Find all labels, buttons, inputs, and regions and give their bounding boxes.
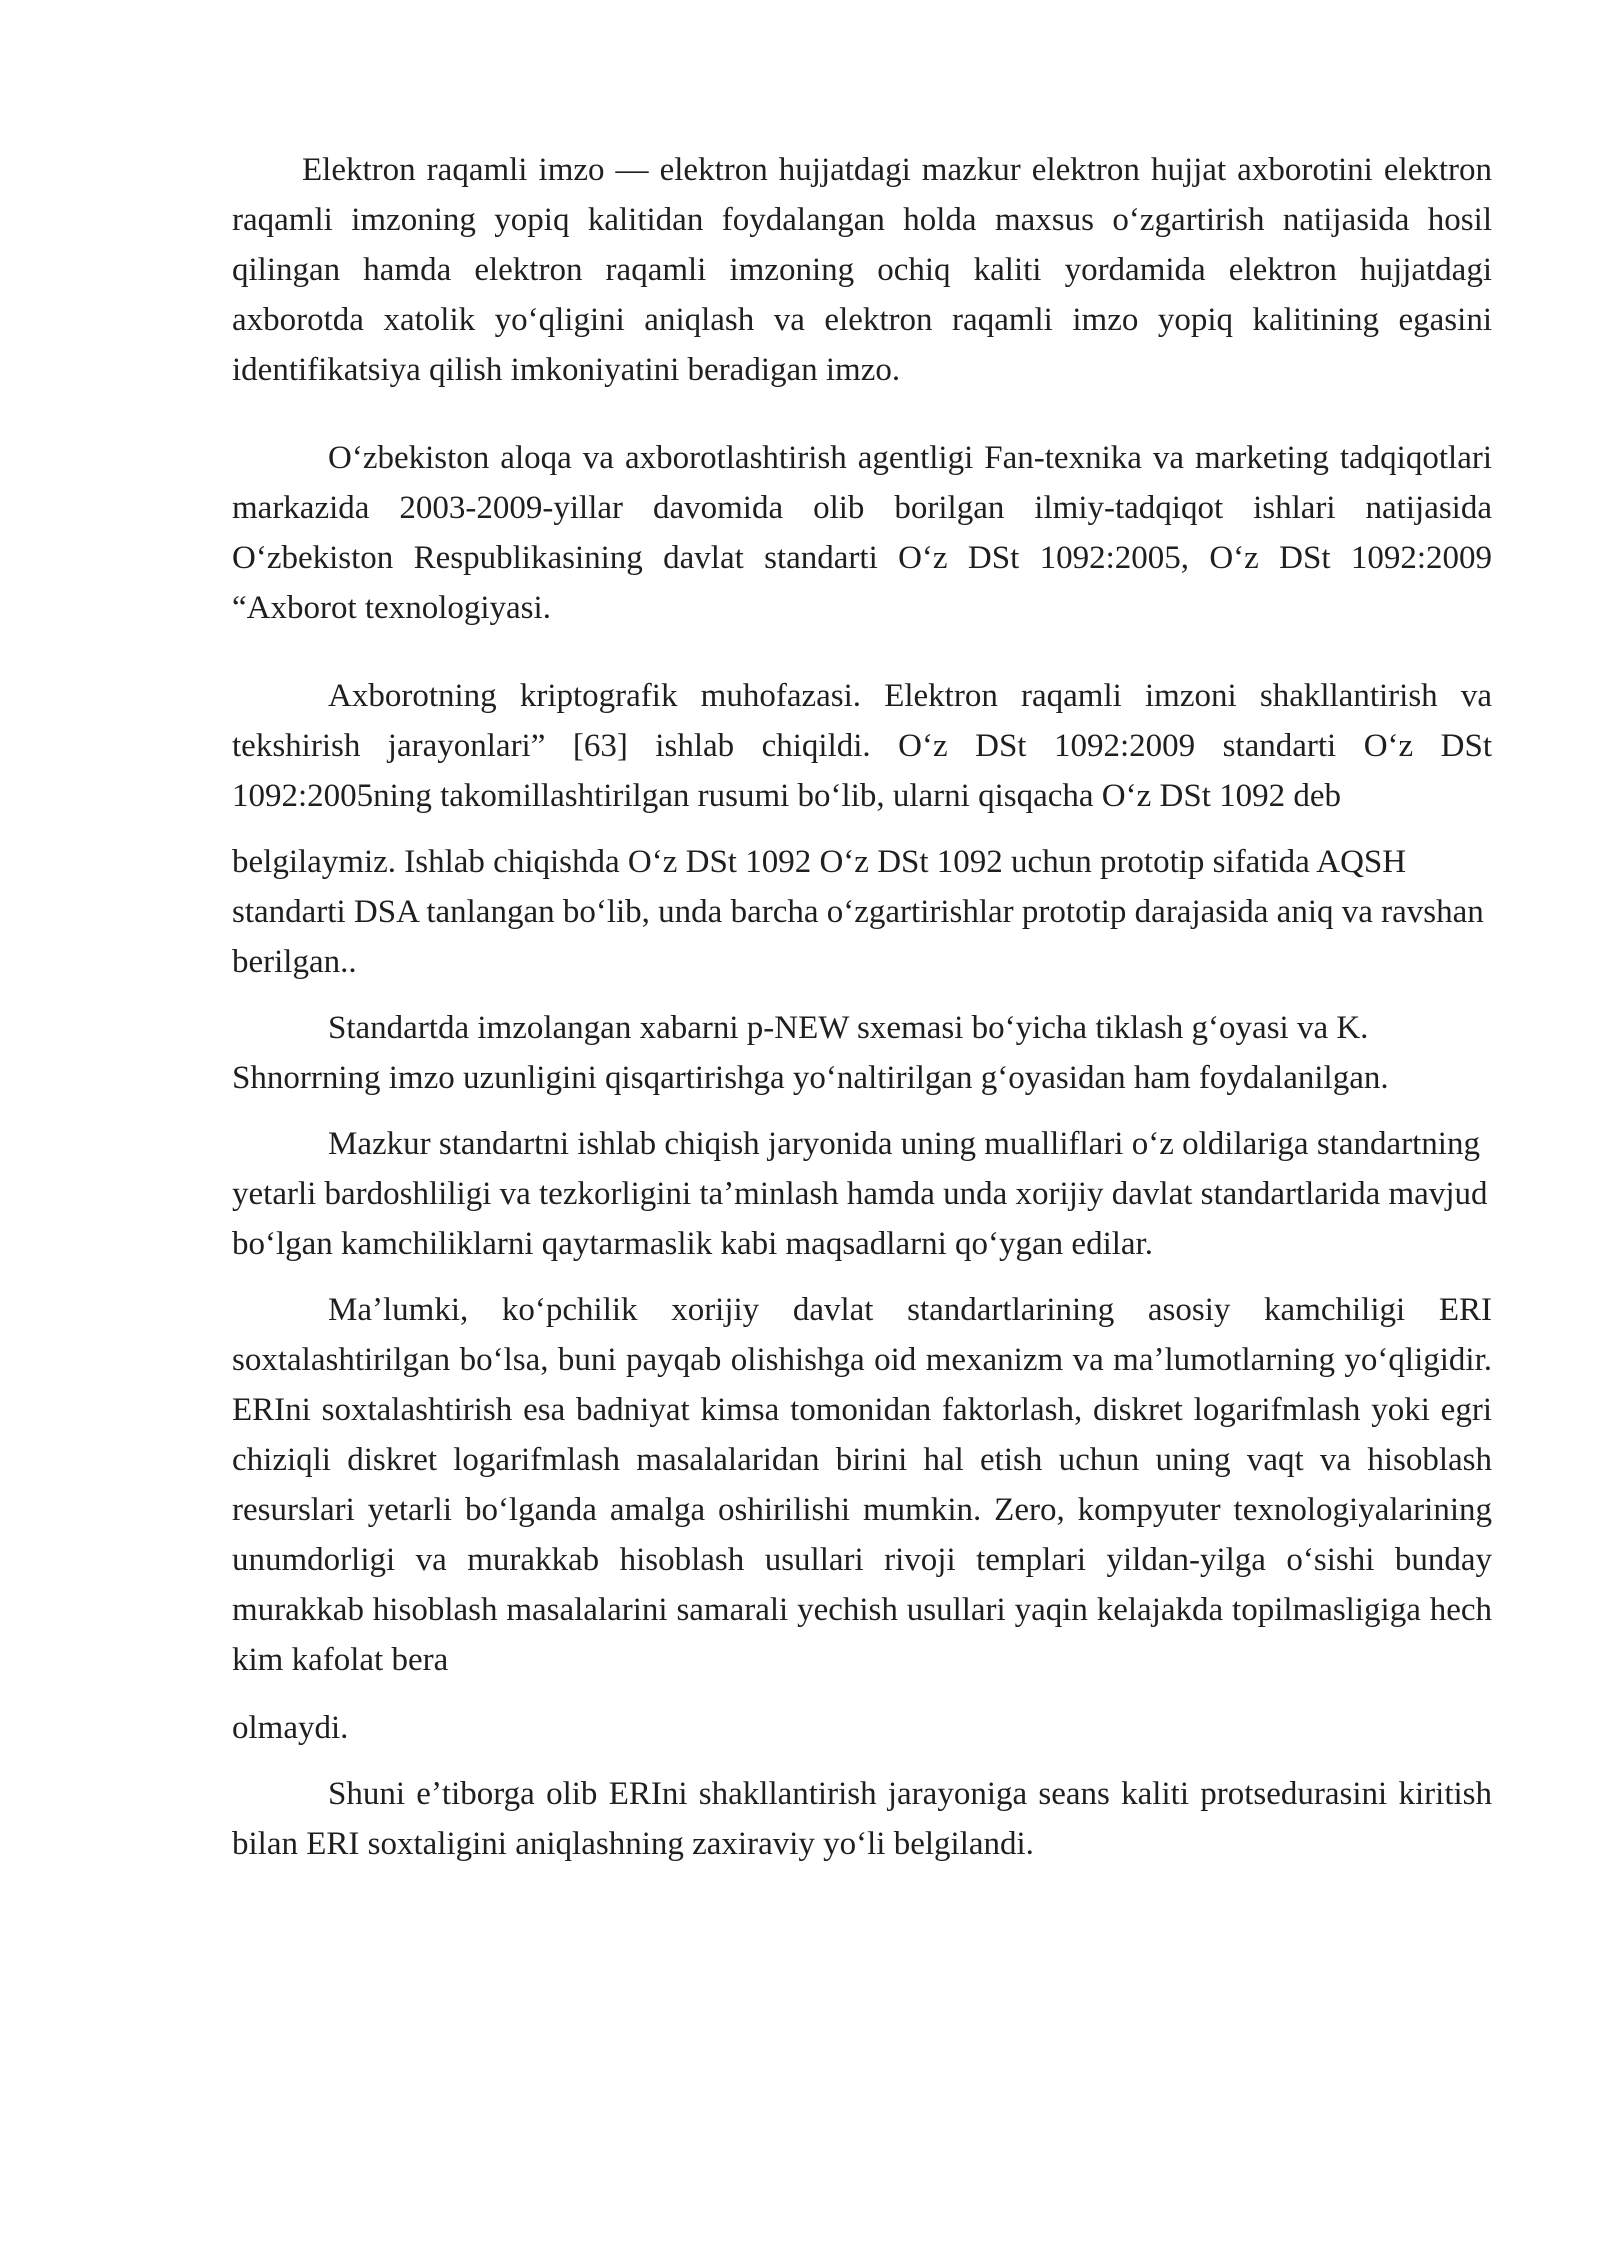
paragraph-authors-goals: Mazkur standartni ishlab chiqish jaryonida uning mualliflari oʻz oldilariga standartning yetarli bardoshliligi va tezkorligini taʼminlash hamda unda xorijiy davlat standartlarida mavjud boʻlgan kamchiliklarni qaytarmaslik kabi maqsadlarni qoʻygan edilar. <box>232 1126 1488 1262</box>
paragraph-cryptographic-protection: Axborotning kriptografik muhofazasi. Elektron raqamli imzoni shakllantirish va tekshirish jarayonlari” [63] ishlab chiqildi. Oʻz DSt 1092:2009 standarti Oʻz DSt 1092:2005ning takomillashtirilgan rusumi boʻlib, ularni qisqacha Oʻz DSt 1092 deb <box>232 678 1492 814</box>
paragraph-foreign-standards: Maʼlumki, koʻpchilik xorijiy davlat standartlarining asosiy kamchiligi ERI soxtalashtirilgan boʻlsa, buni payqab olishishga oid mexanizm va maʼlumotlarning yoʻqligidir. ERIni soxtalashtirish esa badniyat kimsa tomonidan faktorlash, diskret logarifmlash yoki egri chiziqli diskret logarifmlash masalalaridan birini hal etish uchun uning vaqt va hisoblash resurslari yetarli boʻlganda amalga oshirilishi mumkin. Zero, kompyuter texnologiyalarining unumdorligi va murakkab hisoblash usullari rivoji templari yildan-yilga oʻsishi bunday murakkab hisoblash masalalarini samarali yechish usullari yaqin kelajakda topilmasligiga hech kim kafolat bera <box>232 1292 1492 1678</box>
paragraph-prototype: belgilaymiz. Ishlab chiqishda Oʻz DSt 1092 Oʻz DSt 1092 uchun prototip sifatida AQSH standarti DSA tanlangan boʻlib, unda barcha oʻzgartirishlar prototip darajasida aniq va ravshan berilgan.. <box>232 844 1484 980</box>
paragraph-standard-development: Oʻzbekiston aloqa va axborotlashtirish agentligi Fan-texnika va marketing tadqiqotlari markazida 2003-2009-yillar davomida olib borilgan ilmiy-tadqiqot ishlari natijasida Oʻzbekiston Respublikasining davlat standarti Oʻz DSt 1092:2005, Oʻz DSt 1092:2009 “Axborot texnologiyasi. <box>232 440 1492 626</box>
paragraph-session-key: Shuni eʼtiborga olib ERIni shakllantirish jarayoniga seans kaliti protsedurasini kiritish bilan ERI soxtaligini aniqlashning zaxiraviy yoʻli belgilandi. <box>232 1776 1492 1862</box>
paragraph-eri-definition: Elektron raqamli imzo — elektron hujjatdagi mazkur elektron hujjat axborotini elektron raqamli imzoning yopiq kalitidan foydalangan holda maxsus oʻzgartirish natijasida hosil qilingan hamda elektron raqamli imzoning ochiq kaliti yordamida elektron hujjatdagi axborotda xatolik yoʻqligini aniqlash va elektron raqamli imzo yopiq kalitining egasini identifikatsiya qilish imkoniyatini beradigan imzo. <box>232 152 1492 388</box>
paragraph-continuation: olmaydi. <box>232 1710 349 1746</box>
document-page <box>232 145 1492 1869</box>
paragraph-scheme-ideas: Standartda imzolangan xabarni p-NEW sxemasi boʻyicha tiklash gʻoyasi va K. Shnorrning imzo uzunligini qisqartirishga yoʻnaltirilgan gʻoyasidan ham foydalanilgan. <box>232 1010 1389 1096</box>
